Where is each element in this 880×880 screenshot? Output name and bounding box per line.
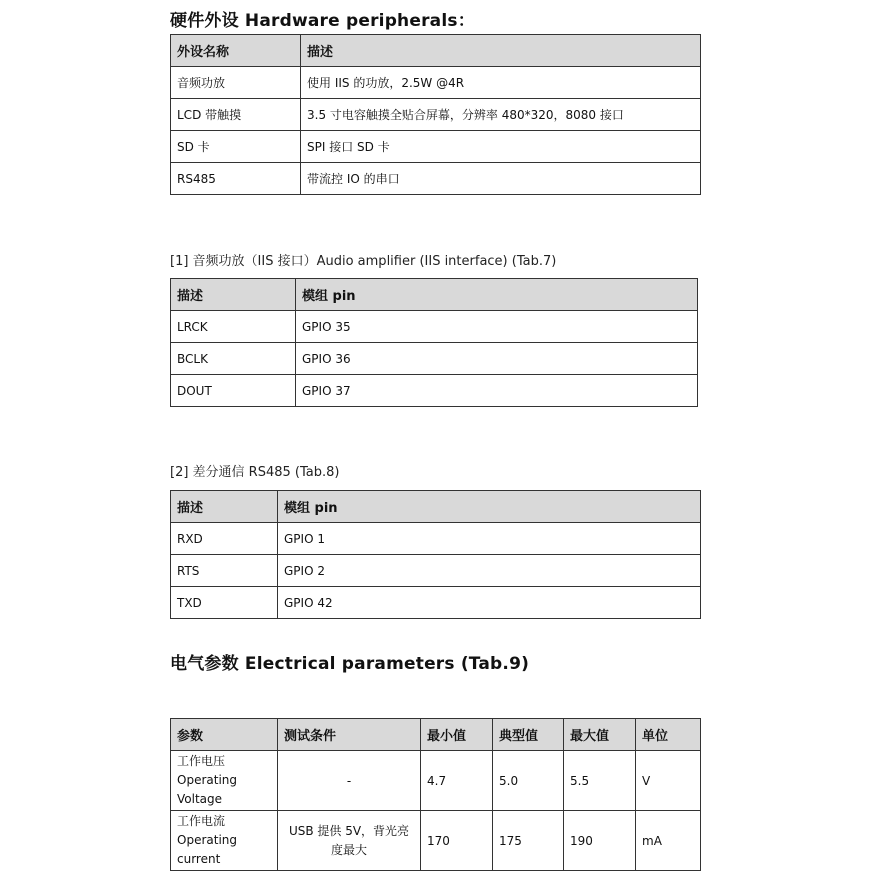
col-header-description: 描述: [301, 35, 701, 67]
cell-peripheral-name: LCD 带触摸: [171, 99, 301, 131]
cell-signal: RTS: [171, 555, 278, 587]
cell-description: SPI 接口 SD 卡: [301, 131, 701, 163]
table-header-row: [171, 491, 701, 523]
cell-peripheral-name: RS485: [171, 163, 301, 195]
cell-peripheral-name: SD 卡: [171, 131, 301, 163]
col-header-typ: 典型值: [493, 719, 564, 751]
table-row: [171, 523, 701, 555]
col-header-module-pin: 模组 pin: [278, 491, 701, 523]
cell-description: 3.5 寸电容触摸全贴合屏幕，分辨率 480*320，8080 接口: [301, 99, 701, 131]
cell-signal: BCLK: [171, 343, 296, 375]
table-header-row: [171, 35, 701, 67]
cell-typ: 5.0: [493, 751, 564, 811]
cell-unit: V: [636, 751, 701, 811]
table-row: [171, 343, 698, 375]
table-row: [171, 163, 701, 195]
cell-signal: DOUT: [171, 375, 296, 407]
cell-max: 5.5: [564, 751, 636, 811]
col-header-test-condition: 测试条件: [278, 719, 421, 751]
table-header-row: [171, 719, 701, 751]
cell-peripheral-name: 音频功放: [171, 67, 301, 99]
cell-pin: GPIO 2: [278, 555, 701, 587]
cell-pin: GPIO 37: [296, 375, 698, 407]
cell-min: 4.7: [421, 751, 493, 811]
col-header-module-pin: 模组 pin: [296, 279, 698, 311]
col-header-description: 描述: [171, 491, 278, 523]
cell-min: 170: [421, 811, 493, 871]
table-row: [171, 587, 701, 619]
cell-signal: RXD: [171, 523, 278, 555]
table-row: [171, 99, 701, 131]
cell-signal: LRCK: [171, 311, 296, 343]
hardware-title: 硬件外设 Hardware peripherals：: [170, 11, 475, 31]
cell-pin: GPIO 36: [296, 343, 698, 375]
col-header-parameter: 参数: [171, 719, 278, 751]
cell-pin: GPIO 1: [278, 523, 701, 555]
cell-pin: GPIO 42: [278, 587, 701, 619]
table-row: [171, 375, 698, 407]
hardware-table: [170, 34, 701, 195]
table-row: [171, 131, 701, 163]
cell-max: 190: [564, 811, 636, 871]
cell-test-condition: USB 提供 5V，背光亮度最大: [278, 811, 421, 871]
col-header-unit: 单位: [636, 719, 701, 751]
table-row: [171, 811, 701, 871]
col-header-peripheral-name: 外设名称: [171, 35, 301, 67]
cell-unit: mA: [636, 811, 701, 871]
col-header-description: 描述: [171, 279, 296, 311]
cell-typ: 175: [493, 811, 564, 871]
rs485-caption: [2] 差分通信 RS485 (Tab.8): [170, 465, 340, 480]
table-row: [171, 67, 701, 99]
electrical-title: 电气参数 Electrical parameters (Tab.9): [170, 654, 530, 674]
cell-pin: GPIO 35: [296, 311, 698, 343]
electrical-table: [170, 718, 701, 871]
col-header-min: 最小值: [421, 719, 493, 751]
audio-caption: [1] 音频功放（IIS 接口）Audio amplifier (IIS interface) (Tab.7): [170, 254, 557, 269]
cell-test-condition: -: [278, 751, 421, 811]
table-header-row: [171, 279, 698, 311]
cell-parameter: 工作电压 Operating Voltage: [171, 751, 278, 811]
table-row: [171, 555, 701, 587]
audio-pin-table: [170, 278, 698, 407]
cell-description: 带流控 IO 的串口: [301, 163, 701, 195]
cell-parameter: 工作电流 Operating current: [171, 811, 278, 871]
table-row: [171, 751, 701, 811]
cell-description: 使用 IIS 的功放，2.5W @4R: [301, 67, 701, 99]
rs485-pin-table: [170, 490, 701, 619]
cell-signal: TXD: [171, 587, 278, 619]
table-row: [171, 311, 698, 343]
col-header-max: 最大值: [564, 719, 636, 751]
